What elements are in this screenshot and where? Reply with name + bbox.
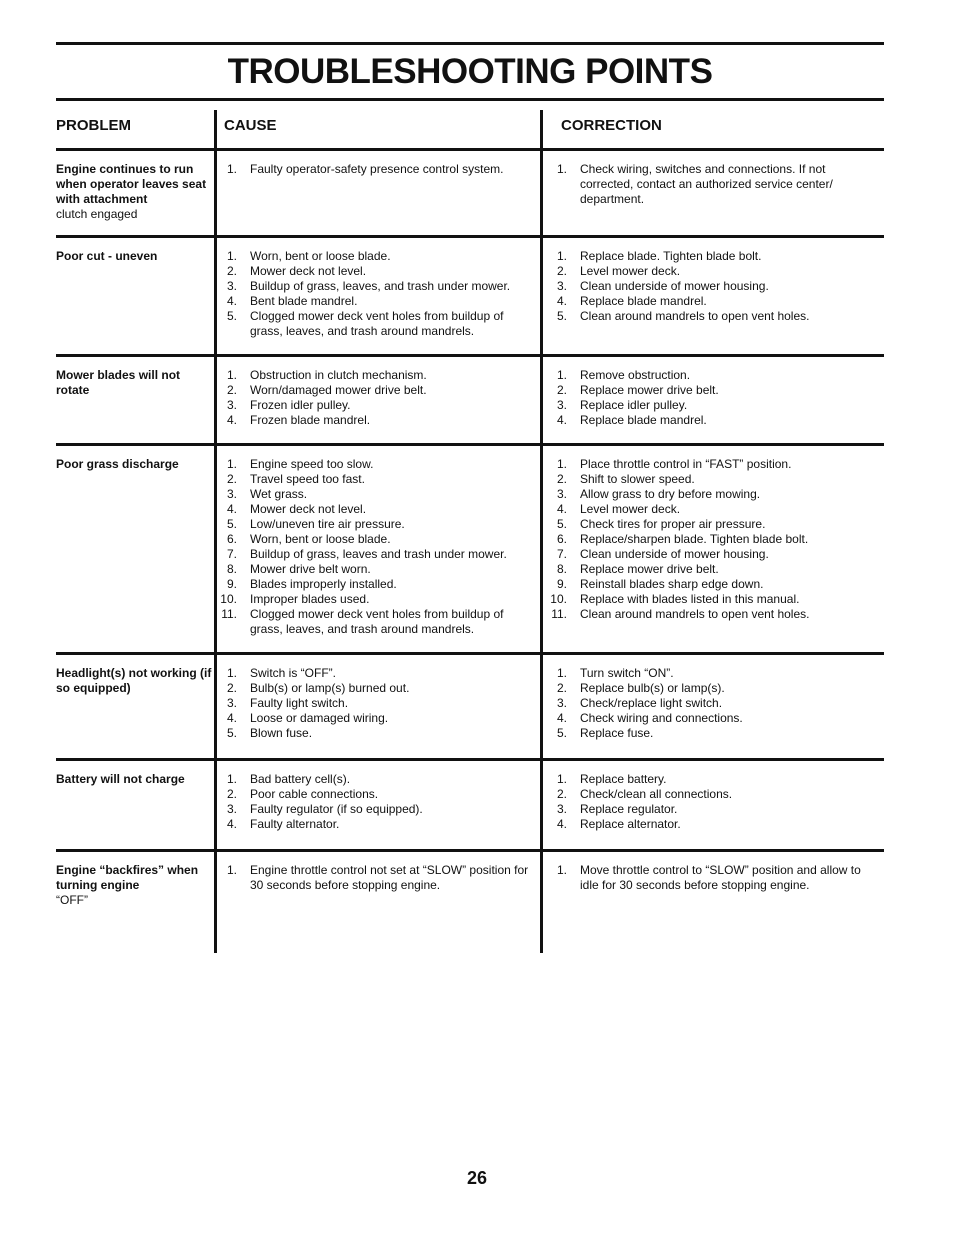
item-text: Replace idler pulley.	[580, 398, 688, 412]
item-text: Faulty regulator (if so equipped).	[250, 802, 423, 816]
list-item	[549, 726, 879, 741]
item-number: 2 .	[219, 681, 237, 696]
item-text: Loose or damaged wiring.	[250, 711, 389, 725]
item-text: Obstruction in clutch mechanism.	[250, 368, 427, 382]
list-item	[549, 681, 879, 696]
item-number: 8 .	[219, 562, 237, 577]
list-item	[219, 772, 539, 787]
item-text: Bulb(s) or lamp(s) burned out.	[250, 681, 410, 695]
item-number: 4 .	[219, 711, 237, 726]
header-correction: CORRECTION	[561, 117, 662, 134]
item-number: 5 .	[549, 517, 567, 532]
item-text: Clean underside of mower housing.	[580, 279, 769, 293]
list-item	[219, 532, 539, 547]
item-number: 5 .	[219, 726, 237, 741]
problem-cell	[56, 249, 214, 264]
list-item	[549, 562, 879, 577]
item-text: Allow grass to dry before mowing.	[580, 487, 761, 501]
list-item	[549, 817, 879, 832]
list-item	[219, 457, 539, 472]
list-item	[549, 398, 879, 413]
item-text: Replace fuse.	[580, 726, 654, 740]
problem-title: Engine continues to run when operator leaves seat with attachment	[56, 162, 207, 206]
item-text: Replace alternator.	[580, 817, 681, 831]
list-item	[219, 726, 539, 741]
item-text: Shift to slower speed.	[580, 472, 695, 486]
list-item	[549, 772, 879, 787]
item-number: 3 .	[549, 279, 567, 294]
item-text: Replace battery.	[580, 772, 667, 786]
list-item	[219, 787, 539, 802]
item-text: Clean around mandrels to open vent holes.	[580, 309, 810, 323]
list-item	[549, 383, 879, 398]
item-number: 3 .	[219, 487, 237, 502]
list-item	[219, 562, 539, 577]
list-item	[219, 577, 539, 592]
page-number: 26	[466, 1168, 488, 1188]
item-number: 5 .	[549, 309, 567, 324]
list-item	[219, 368, 539, 383]
list-item	[549, 802, 879, 817]
problem-detail: “OFF”	[56, 893, 88, 907]
list-item	[549, 368, 879, 383]
list-item	[549, 517, 879, 532]
item-number: 11 .	[549, 607, 567, 622]
list-item	[549, 502, 879, 517]
problem-cell	[56, 666, 214, 696]
list-item	[219, 696, 539, 711]
item-text: Clean underside of mower housing.	[580, 547, 769, 561]
item-number: 5 .	[219, 517, 237, 532]
list-item	[549, 711, 879, 726]
list-item	[549, 457, 879, 472]
row-separator	[56, 849, 884, 852]
row-separator	[56, 652, 884, 655]
item-number: 6 .	[549, 532, 567, 547]
item-number: 2 .	[549, 681, 567, 696]
item-text: Faulty light switch.	[250, 696, 349, 710]
item-number: 4 .	[549, 817, 567, 832]
item-text: Bent blade mandrel.	[250, 294, 358, 308]
item-text: Replace mower drive belt.	[580, 562, 719, 576]
problem-title: Poor grass discharge	[56, 457, 179, 471]
item-text: Replace bulb(s) or lamp(s).	[580, 681, 725, 695]
list-item	[549, 279, 879, 294]
item-number: 3 .	[549, 802, 567, 817]
correction-list	[549, 368, 879, 428]
item-number: 3 .	[549, 487, 567, 502]
title-underline	[56, 98, 884, 101]
item-text: Mower deck not level.	[250, 264, 367, 278]
list-item	[549, 162, 879, 207]
list-item	[549, 592, 879, 607]
problem-cell	[56, 368, 214, 398]
item-number: 1 .	[549, 772, 567, 787]
item-text: Engine speed too slow.	[250, 457, 374, 471]
item-text: Replace mower drive belt.	[580, 383, 719, 397]
item-text: Worn, bent or loose blade.	[250, 249, 391, 263]
item-number: 2 .	[219, 383, 237, 398]
row-separator	[56, 758, 884, 761]
item-text: Mower deck not level.	[250, 502, 367, 516]
list-item	[549, 696, 879, 711]
list-item	[549, 787, 879, 802]
list-item	[219, 309, 539, 339]
row-separator	[56, 148, 884, 151]
item-text: Low/uneven tire air pressure.	[250, 517, 405, 531]
item-text: Replace regulator.	[580, 802, 678, 816]
item-number: 1 .	[549, 162, 567, 177]
list-item	[219, 802, 539, 817]
item-number: 4 .	[549, 711, 567, 726]
item-text: Bad battery cell(s).	[250, 772, 351, 786]
cause-list	[219, 368, 539, 428]
list-item	[219, 592, 539, 607]
item-number: 8 .	[549, 562, 567, 577]
item-text: Replace blade mandrel.	[580, 413, 707, 427]
problem-cell	[56, 772, 214, 787]
item-text: Check wiring, switches and connections. If not corrected, contact an authorized service center/ department.	[580, 162, 833, 206]
item-number: 1 .	[219, 162, 237, 177]
list-item	[219, 472, 539, 487]
item-text: Replace with blades listed in this manual.	[580, 592, 800, 606]
item-number: 2 .	[549, 383, 567, 398]
item-text: Mower drive belt worn.	[250, 562, 371, 576]
correction-list	[549, 863, 879, 893]
problem-cell	[56, 162, 214, 222]
list-item	[219, 547, 539, 562]
correction-list	[549, 162, 879, 207]
item-number: 2 .	[549, 787, 567, 802]
cause-list	[219, 162, 539, 177]
item-text: Buildup of grass, leaves, and trash under mower.	[250, 279, 511, 293]
item-number: 1 .	[549, 457, 567, 472]
item-number: 4 .	[219, 294, 237, 309]
list-item	[549, 249, 879, 264]
problem-title: Poor cut - uneven	[56, 249, 158, 263]
item-text: Engine throttle control not set at “SLOW” position for 30 seconds before stopping engine.	[250, 863, 529, 892]
item-number: 10 .	[219, 592, 237, 607]
item-text: Move throttle control to “SLOW” position and allow to idle for 30 seconds before stopping engine.	[580, 863, 861, 892]
row-separator	[56, 354, 884, 357]
item-number: 3 .	[219, 802, 237, 817]
item-text: Switch is “OFF”.	[250, 666, 336, 680]
list-item	[219, 711, 539, 726]
item-number: 1 .	[549, 666, 567, 681]
item-number: 1 .	[549, 863, 567, 878]
correction-list	[549, 772, 879, 832]
item-text: Improper blades used.	[250, 592, 370, 606]
item-number: 4 .	[549, 502, 567, 517]
cause-list	[219, 249, 539, 339]
item-number: 3 .	[219, 398, 237, 413]
correction-list	[549, 249, 879, 324]
list-item	[219, 517, 539, 532]
list-item	[219, 817, 539, 832]
list-item	[219, 681, 539, 696]
item-number: 4 .	[549, 413, 567, 428]
list-item	[549, 547, 879, 562]
item-number: 3 .	[219, 696, 237, 711]
list-item	[549, 577, 879, 592]
item-number: 11 .	[219, 607, 237, 622]
problem-title: Engine “backfires” when turning engine	[56, 863, 199, 892]
item-number: 1 .	[549, 368, 567, 383]
problem-title: Mower blades will not rotate	[56, 368, 181, 397]
item-text: Worn, bent or loose blade.	[250, 532, 391, 546]
item-text: Place throttle control in “FAST” position.	[580, 457, 792, 471]
item-number: 7 .	[219, 547, 237, 562]
header-problem: PROBLEM	[56, 117, 131, 134]
correction-list	[549, 457, 879, 622]
item-text: Buildup of grass, leaves and trash under mower.	[250, 547, 507, 561]
list-item	[219, 666, 539, 681]
item-text: Blades improperly installed.	[250, 577, 397, 591]
cause-list	[219, 666, 539, 741]
item-text: Frozen blade mandrel.	[250, 413, 371, 427]
item-number: 3 .	[549, 696, 567, 711]
item-text: Wet grass.	[250, 487, 308, 501]
item-number: 1 .	[549, 249, 567, 264]
list-item	[219, 249, 539, 264]
item-text: Poor cable connections.	[250, 787, 379, 801]
item-text: Level mower deck.	[580, 502, 681, 516]
item-text: Faulty alternator.	[250, 817, 340, 831]
list-item	[549, 532, 879, 547]
item-number: 4 .	[549, 294, 567, 309]
list-item	[219, 413, 539, 428]
correction-list	[549, 666, 879, 741]
item-text: Faulty operator-safety presence control system.	[250, 162, 504, 176]
list-item	[219, 607, 539, 637]
item-number: 10 .	[549, 592, 567, 607]
item-number: 1 .	[219, 863, 237, 878]
problem-detail: clutch engaged	[56, 207, 138, 221]
item-text: Replace blade. Tighten blade bolt.	[580, 249, 762, 263]
item-text: Clean around mandrels to open vent holes.	[580, 607, 810, 621]
item-text: Reinstall blades sharp edge down.	[580, 577, 764, 591]
item-number: 1 .	[219, 666, 237, 681]
list-item	[219, 398, 539, 413]
list-item	[219, 383, 539, 398]
list-item	[549, 666, 879, 681]
item-text: Worn/damaged mower drive belt.	[250, 383, 427, 397]
item-number: 3 .	[549, 398, 567, 413]
item-text: Check/clean all connections.	[580, 787, 733, 801]
item-number: 4 .	[219, 817, 237, 832]
item-text: Check/replace light switch.	[580, 696, 723, 710]
list-item	[549, 487, 879, 502]
item-number: 2 .	[219, 264, 237, 279]
problem-title: Battery will not charge	[56, 772, 185, 786]
item-text: Clogged mower deck vent holes from buildup of grass, leaves, and trash around mandrels.	[250, 607, 504, 636]
item-number: 2 .	[549, 264, 567, 279]
cause-list	[219, 772, 539, 832]
header-cause: CAUSE	[224, 117, 277, 134]
item-text: Check tires for proper air pressure.	[580, 517, 766, 531]
list-item	[549, 607, 879, 622]
item-text: Clogged mower deck vent holes from buildup of grass, leaves, and trash around mandrels.	[250, 309, 504, 338]
item-number: 1 .	[219, 249, 237, 264]
problem-cell	[56, 457, 214, 472]
page-title: TROUBLESHOOTING POINTS	[227, 52, 713, 91]
problem-title: Headlight(s) not working (if so equipped)	[56, 666, 212, 695]
item-text: Check wiring and connections.	[580, 711, 743, 725]
item-number: 4 .	[219, 413, 237, 428]
list-item	[549, 264, 879, 279]
item-text: Blown fuse.	[250, 726, 313, 740]
item-number: 7 .	[549, 547, 567, 562]
item-number: 9 .	[219, 577, 237, 592]
item-number: 6 .	[219, 532, 237, 547]
list-item	[549, 863, 879, 893]
item-number: 2 .	[219, 787, 237, 802]
list-item	[549, 294, 879, 309]
item-text: Remove obstruction.	[580, 368, 691, 382]
item-number: 1 .	[219, 368, 237, 383]
item-number: 1 .	[219, 457, 237, 472]
list-item	[549, 413, 879, 428]
cause-list	[219, 457, 539, 637]
row-separator	[56, 235, 884, 238]
row-separator	[56, 443, 884, 446]
list-item	[219, 264, 539, 279]
item-number: 3 .	[219, 279, 237, 294]
item-number: 5 .	[549, 726, 567, 741]
list-item	[549, 309, 879, 324]
list-item	[219, 294, 539, 309]
top-rule	[56, 42, 884, 45]
item-text: Replace blade mandrel.	[580, 294, 707, 308]
item-text: Replace/sharpen blade. Tighten blade bolt.	[580, 532, 809, 546]
item-number: 2 .	[549, 472, 567, 487]
item-number: 2 .	[219, 472, 237, 487]
list-item	[219, 279, 539, 294]
list-item	[219, 162, 539, 177]
item-number: 5 .	[219, 309, 237, 324]
list-item	[219, 487, 539, 502]
item-number: 4 .	[219, 502, 237, 517]
list-item	[549, 472, 879, 487]
item-text: Travel speed too fast.	[250, 472, 365, 486]
item-text: Level mower deck.	[580, 264, 681, 278]
item-number: 1 .	[219, 772, 237, 787]
problem-cell	[56, 863, 214, 908]
list-item	[219, 502, 539, 517]
item-text: Turn switch “ON”.	[580, 666, 674, 680]
item-text: Frozen idler pulley.	[250, 398, 351, 412]
cause-list	[219, 863, 539, 893]
item-number: 9 .	[549, 577, 567, 592]
list-item	[219, 863, 539, 893]
